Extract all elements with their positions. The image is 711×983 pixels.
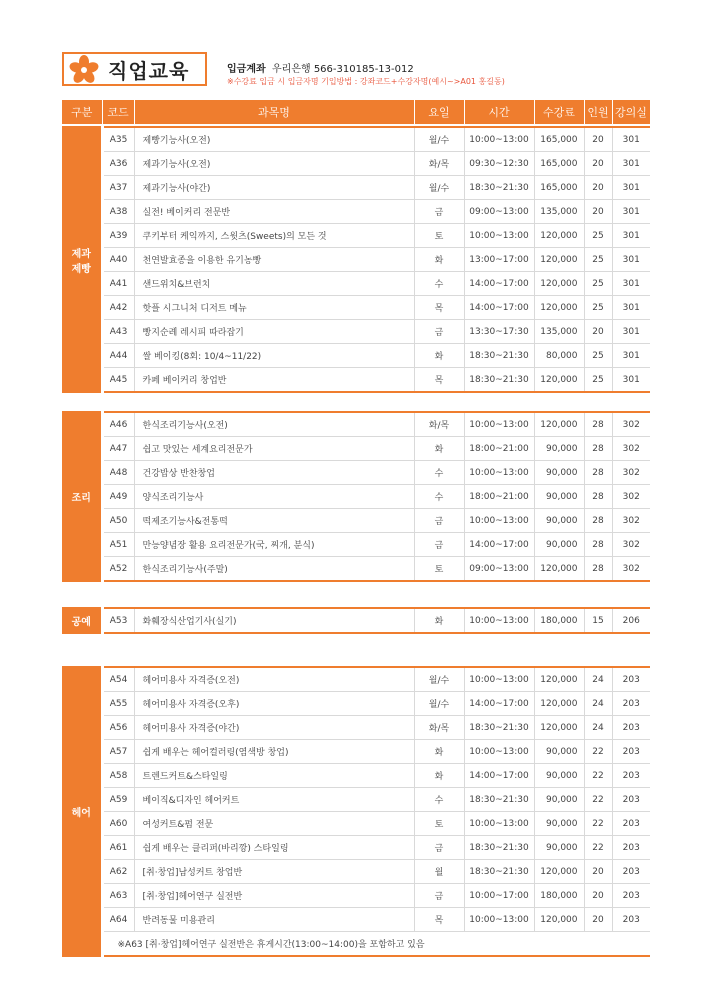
room-cell: 301 (612, 248, 650, 272)
table-row (62, 461, 650, 485)
capacity-cell: 25 (584, 296, 612, 320)
deposit-value: 우리은행 566-310185-13-012 (272, 64, 414, 75)
course-name-cell: 카페 베이커리 창업반 (134, 368, 414, 393)
time-cell: 10:00~13:00 (464, 667, 534, 692)
room-cell: 301 (612, 272, 650, 296)
category-cell: 조리 (62, 412, 102, 581)
category-cell: 헤어 (62, 667, 102, 956)
code-cell: A43 (102, 320, 134, 344)
code-cell: A46 (102, 412, 134, 437)
time-cell: 09:00~13:00 (464, 200, 534, 224)
fee-cell: 120,000 (534, 908, 584, 932)
day-cell: 목 (414, 368, 464, 393)
day-cell: 금 (414, 533, 464, 557)
capacity-cell: 24 (584, 667, 612, 692)
table-row (62, 836, 650, 860)
fee-cell: 135,000 (534, 320, 584, 344)
time-cell: 18:30~21:30 (464, 368, 534, 393)
room-cell: 203 (612, 788, 650, 812)
table-row (62, 224, 650, 248)
capacity-cell: 20 (584, 908, 612, 932)
page-title-box (62, 52, 207, 86)
room-cell: 203 (612, 908, 650, 932)
code-cell: A58 (102, 764, 134, 788)
day-cell: 금 (414, 509, 464, 533)
code-cell: A57 (102, 740, 134, 764)
code-cell: A45 (102, 368, 134, 393)
table-row (62, 127, 650, 152)
fee-cell: 80,000 (534, 344, 584, 368)
room-cell: 301 (612, 127, 650, 152)
course-name-cell: 핫플 시그니처 디저트 메뉴 (134, 296, 414, 320)
fee-cell: 120,000 (534, 692, 584, 716)
deposit-note: ※수강료 입금 시 입금자명 기입방법 : 강좌코드+수강자명(예시~>A01 홍길동) (227, 77, 505, 86)
time-cell: 18:30~21:30 (464, 716, 534, 740)
day-cell: 화 (414, 344, 464, 368)
code-cell: A48 (102, 461, 134, 485)
fee-cell: 90,000 (534, 812, 584, 836)
capacity-cell: 20 (584, 884, 612, 908)
code-cell: A36 (102, 152, 134, 176)
course-name-cell: 반려동물 미용관리 (134, 908, 414, 932)
day-cell: 월/수 (414, 692, 464, 716)
course-name-cell: 떡제조기능사&전통떡 (134, 509, 414, 533)
fee-cell: 90,000 (534, 437, 584, 461)
fee-cell: 120,000 (534, 248, 584, 272)
day-cell: 금 (414, 320, 464, 344)
fee-cell: 90,000 (534, 485, 584, 509)
code-cell: A38 (102, 200, 134, 224)
capacity-cell: 25 (584, 224, 612, 248)
table-row (62, 200, 650, 224)
room-cell: 302 (612, 461, 650, 485)
table-row (62, 667, 650, 692)
room-cell: 302 (612, 509, 650, 533)
code-cell: A53 (102, 608, 134, 633)
course-name-cell: [취·창업]남성커트 창업반 (134, 860, 414, 884)
room-cell: 203 (612, 667, 650, 692)
code-cell: A56 (102, 716, 134, 740)
room-cell: 301 (612, 296, 650, 320)
day-cell: 월/수 (414, 667, 464, 692)
course-name-cell: 제과기능사(야간) (134, 176, 414, 200)
day-cell: 월/수 (414, 176, 464, 200)
capacity-cell: 28 (584, 557, 612, 582)
capacity-cell: 20 (584, 152, 612, 176)
room-cell: 203 (612, 692, 650, 716)
room-cell: 301 (612, 320, 650, 344)
code-cell: A64 (102, 908, 134, 932)
col-header: 강의실 (612, 100, 650, 124)
code-cell: A37 (102, 176, 134, 200)
capacity-cell: 28 (584, 412, 612, 437)
code-cell: A47 (102, 437, 134, 461)
course-name-cell: 베이직&디자인 헤어커트 (134, 788, 414, 812)
day-cell: 화 (414, 740, 464, 764)
code-cell: A41 (102, 272, 134, 296)
room-cell: 203 (612, 884, 650, 908)
course-name-cell: 빵지순례 레시피 따라잡기 (134, 320, 414, 344)
day-cell: 월 (414, 860, 464, 884)
code-cell: A39 (102, 224, 134, 248)
flower-logo-icon (64, 54, 104, 84)
fee-cell: 90,000 (534, 740, 584, 764)
table-row (62, 437, 650, 461)
col-header: 구분 (62, 100, 102, 124)
capacity-cell: 20 (584, 320, 612, 344)
capacity-cell: 15 (584, 608, 612, 633)
fee-cell: 120,000 (534, 557, 584, 582)
fee-cell: 120,000 (534, 224, 584, 248)
capacity-cell: 20 (584, 176, 612, 200)
capacity-cell: 25 (584, 344, 612, 368)
footnote-row (62, 932, 650, 957)
course-name-cell: 화훼장식산업기사(실기) (134, 608, 414, 633)
col-header: 과목명 (134, 100, 414, 124)
time-cell: 10:00~13:00 (464, 127, 534, 152)
course-name-cell: 트렌드커트&스타일링 (134, 764, 414, 788)
day-cell: 수 (414, 788, 464, 812)
course-name-cell: 한식조리기능사(주말) (134, 557, 414, 582)
code-cell: A51 (102, 533, 134, 557)
room-cell: 203 (612, 716, 650, 740)
time-cell: 09:30~12:30 (464, 152, 534, 176)
room-cell: 302 (612, 533, 650, 557)
fee-cell: 120,000 (534, 412, 584, 437)
course-name-cell: 양식조리기능사 (134, 485, 414, 509)
deposit-label: 입금계좌 (227, 64, 266, 75)
time-cell: 18:30~21:30 (464, 860, 534, 884)
course-name-cell: 샌드위치&브런치 (134, 272, 414, 296)
day-cell: 월/수 (414, 127, 464, 152)
day-cell: 금 (414, 200, 464, 224)
table-row (62, 692, 650, 716)
col-header: 코드 (102, 100, 134, 124)
table-row (62, 884, 650, 908)
fee-cell: 180,000 (534, 884, 584, 908)
capacity-cell: 28 (584, 533, 612, 557)
course-name-cell: 건강밥상 반찬창업 (134, 461, 414, 485)
capacity-cell: 24 (584, 692, 612, 716)
time-cell: 18:30~21:30 (464, 344, 534, 368)
room-cell: 302 (612, 412, 650, 437)
code-cell: A42 (102, 296, 134, 320)
course-name-cell: 천연발효종을 이용한 유기농빵 (134, 248, 414, 272)
time-cell: 14:00~17:00 (464, 764, 534, 788)
fee-cell: 90,000 (534, 533, 584, 557)
table-row (62, 860, 650, 884)
course-name-cell: 제과기능사(오전) (134, 152, 414, 176)
day-cell: 수 (414, 272, 464, 296)
capacity-cell: 28 (584, 461, 612, 485)
course-name-cell: 여성커트&펌 전문 (134, 812, 414, 836)
capacity-cell: 24 (584, 716, 612, 740)
time-cell: 10:00~13:00 (464, 608, 534, 633)
capacity-cell: 28 (584, 509, 612, 533)
time-cell: 18:00~21:00 (464, 437, 534, 461)
capacity-cell: 22 (584, 788, 612, 812)
table-row (62, 176, 650, 200)
course-name-cell: [취·창업]헤어연구 실전반 (134, 884, 414, 908)
time-cell: 10:00~17:00 (464, 884, 534, 908)
day-cell: 금 (414, 884, 464, 908)
room-cell: 301 (612, 344, 650, 368)
table-row (62, 908, 650, 932)
room-cell: 302 (612, 557, 650, 582)
course-name-cell: 쉽게 배우는 헤어컬러링(염색방 창업) (134, 740, 414, 764)
fee-cell: 90,000 (534, 509, 584, 533)
code-cell: A52 (102, 557, 134, 582)
course-name-cell: 한식조리기능사(오전) (134, 412, 414, 437)
course-name-cell: 제빵기능사(오전) (134, 127, 414, 152)
room-cell: 301 (612, 152, 650, 176)
code-cell: A55 (102, 692, 134, 716)
course-name-cell: 실전! 베이커리 전문반 (134, 200, 414, 224)
fee-cell: 165,000 (534, 152, 584, 176)
capacity-cell: 25 (584, 368, 612, 393)
table-row (62, 608, 650, 633)
category-cell: 공예 (62, 608, 102, 633)
table-row (62, 764, 650, 788)
room-cell: 301 (612, 368, 650, 393)
time-cell: 14:00~17:00 (464, 296, 534, 320)
time-cell: 18:30~21:30 (464, 176, 534, 200)
code-cell: A50 (102, 509, 134, 533)
time-cell: 18:30~21:30 (464, 836, 534, 860)
day-cell: 토 (414, 224, 464, 248)
day-cell: 화 (414, 764, 464, 788)
time-cell: 10:00~13:00 (464, 461, 534, 485)
day-cell: 수 (414, 461, 464, 485)
time-cell: 10:00~13:00 (464, 224, 534, 248)
room-cell: 203 (612, 812, 650, 836)
capacity-cell: 22 (584, 740, 612, 764)
room-cell: 203 (612, 740, 650, 764)
table-row (62, 788, 650, 812)
column-headers (62, 100, 650, 124)
table-row (62, 716, 650, 740)
room-cell: 302 (612, 437, 650, 461)
col-header: 인원 (584, 100, 612, 124)
section-table (62, 607, 650, 634)
table-row (62, 740, 650, 764)
time-cell: 14:00~17:00 (464, 272, 534, 296)
footnote: ※A63 [취·창업]헤어연구 실전반은 휴게시간(13:00~14:00)을 포함하고 있음 (102, 932, 650, 957)
table-row (62, 320, 650, 344)
capacity-cell: 22 (584, 812, 612, 836)
course-name-cell: 헤어미용사 자격증(오전) (134, 667, 414, 692)
day-cell: 목 (414, 296, 464, 320)
course-name-cell: 헤어미용사 자격증(야간) (134, 716, 414, 740)
table-row (62, 412, 650, 437)
table-row (62, 812, 650, 836)
table-row (62, 557, 650, 582)
deposit-info (227, 60, 414, 75)
time-cell: 13:30~17:30 (464, 320, 534, 344)
day-cell: 화/목 (414, 716, 464, 740)
time-cell: 13:00~17:00 (464, 248, 534, 272)
col-header: 요일 (414, 100, 464, 124)
fee-cell: 120,000 (534, 296, 584, 320)
time-cell: 10:00~13:00 (464, 509, 534, 533)
fee-cell: 90,000 (534, 836, 584, 860)
day-cell: 수 (414, 485, 464, 509)
table-row (62, 509, 650, 533)
time-cell: 09:00~13:00 (464, 557, 534, 582)
fee-cell: 120,000 (534, 272, 584, 296)
code-cell: A44 (102, 344, 134, 368)
capacity-cell: 22 (584, 764, 612, 788)
day-cell: 화 (414, 248, 464, 272)
course-name-cell: 쌀 베이킹(8회: 10/4~11/22) (134, 344, 414, 368)
fee-cell: 135,000 (534, 200, 584, 224)
day-cell: 화/목 (414, 152, 464, 176)
room-cell: 206 (612, 608, 650, 633)
table-row (62, 296, 650, 320)
room-cell: 302 (612, 485, 650, 509)
code-cell: A63 (102, 884, 134, 908)
fee-cell: 120,000 (534, 667, 584, 692)
day-cell: 목 (414, 908, 464, 932)
table-row (62, 272, 650, 296)
section-table (62, 411, 650, 582)
code-cell: A62 (102, 860, 134, 884)
code-cell: A59 (102, 788, 134, 812)
day-cell: 화 (414, 608, 464, 633)
category-cell: 제과 제빵 (62, 127, 102, 392)
table-row (62, 485, 650, 509)
day-cell: 화/목 (414, 412, 464, 437)
header-row-table (62, 100, 651, 124)
time-cell: 14:00~17:00 (464, 533, 534, 557)
time-cell: 18:00~21:00 (464, 485, 534, 509)
capacity-cell: 25 (584, 248, 612, 272)
table-row (62, 533, 650, 557)
code-cell: A35 (102, 127, 134, 152)
day-cell: 금 (414, 836, 464, 860)
code-cell: A61 (102, 836, 134, 860)
table-row (62, 344, 650, 368)
section-table (62, 126, 650, 393)
section-table (62, 666, 650, 957)
course-name-cell: 만능양념장 활용 요리전문가(국, 찌개, 분식) (134, 533, 414, 557)
fee-cell: 120,000 (534, 368, 584, 393)
table-row (62, 248, 650, 272)
capacity-cell: 25 (584, 272, 612, 296)
col-header: 수강료 (534, 100, 584, 124)
fee-cell: 180,000 (534, 608, 584, 633)
fee-cell: 90,000 (534, 764, 584, 788)
time-cell: 14:00~17:00 (464, 692, 534, 716)
capacity-cell: 28 (584, 437, 612, 461)
fee-cell: 120,000 (534, 716, 584, 740)
fee-cell: 165,000 (534, 127, 584, 152)
time-cell: 10:00~13:00 (464, 740, 534, 764)
course-name-cell: 쉽게 배우는 클리퍼(바리깡) 스타일링 (134, 836, 414, 860)
code-cell: A60 (102, 812, 134, 836)
fee-cell: 90,000 (534, 461, 584, 485)
fee-cell: 90,000 (534, 788, 584, 812)
fee-cell: 165,000 (534, 176, 584, 200)
room-cell: 301 (612, 224, 650, 248)
course-name-cell: 쿠키부터 케익까지, 스윗츠(Sweets)의 모든 것 (134, 224, 414, 248)
time-cell: 10:00~13:00 (464, 908, 534, 932)
day-cell: 화 (414, 437, 464, 461)
time-cell: 10:00~13:00 (464, 812, 534, 836)
room-cell: 203 (612, 836, 650, 860)
capacity-cell: 20 (584, 860, 612, 884)
time-cell: 10:00~13:00 (464, 412, 534, 437)
course-name-cell: 쉽고 맛있는 세계요리전문가 (134, 437, 414, 461)
room-cell: 301 (612, 176, 650, 200)
room-cell: 203 (612, 764, 650, 788)
fee-cell: 120,000 (534, 860, 584, 884)
capacity-cell: 22 (584, 836, 612, 860)
code-cell: A54 (102, 667, 134, 692)
day-cell: 토 (414, 557, 464, 582)
col-header: 시간 (464, 100, 534, 124)
code-cell: A49 (102, 485, 134, 509)
table-row (62, 152, 650, 176)
room-cell: 301 (612, 200, 650, 224)
code-cell: A40 (102, 248, 134, 272)
day-cell: 토 (414, 812, 464, 836)
page-title: 직업교육 (108, 58, 190, 83)
capacity-cell: 20 (584, 127, 612, 152)
course-name-cell: 헤어미용사 자격증(오후) (134, 692, 414, 716)
capacity-cell: 20 (584, 200, 612, 224)
time-cell: 18:30~21:30 (464, 788, 534, 812)
table-row (62, 368, 650, 393)
room-cell: 203 (612, 860, 650, 884)
capacity-cell: 28 (584, 485, 612, 509)
